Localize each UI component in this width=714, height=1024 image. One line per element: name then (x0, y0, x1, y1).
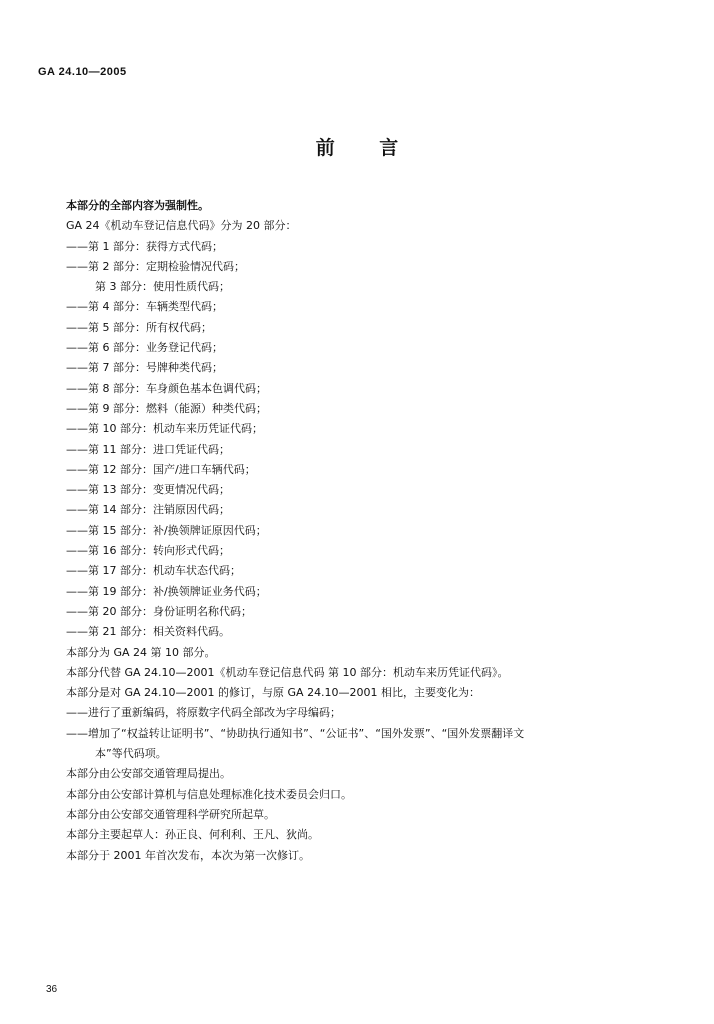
body-line: GA 24《机动车登记信息代码》分为 20 部分： (66, 219, 297, 233)
body-line: ——第 11 部分：进口凭证代码； (66, 442, 230, 456)
body-line: ——第 6 部分：业务登记代码； (66, 341, 223, 355)
body-line: ——第 17 部分：机动车状态代码； (66, 564, 241, 578)
document-code-header: GA 24.10—2005 (38, 66, 127, 78)
body-line: ——第 13 部分：变更情况代码； (66, 483, 230, 497)
body-line: 第 3 部分：使用性质代码； (95, 280, 230, 294)
body-line: ——第 2 部分：定期检验情况代码； (66, 259, 245, 273)
body-line: ——第 16 部分：转向形式代码； (66, 544, 230, 558)
body-line: ——第 21 部分：相关资料代码。 (66, 625, 230, 639)
body-line: 本部分由公安部交通管理科学研究所起草。 (66, 807, 275, 821)
body-line: 本部分主要起草人：孙正良、何利利、王凡、狄尚。 (66, 828, 319, 842)
body-line: 本部分是对 GA 24.10—2001 的修订，与原 GA 24.10—2001 相比，主要变化为： (66, 686, 481, 700)
body-line: ——第 10 部分：机动车来历凭证代码； (66, 422, 263, 436)
body-line: 本部分由公安部计算机与信息处理标准化技术委员会归口。 (66, 787, 352, 801)
body-line: ——第 19 部分：补/换领牌证业务代码； (66, 584, 267, 598)
body-line: 本部分为 GA 24 第 10 部分。 (66, 645, 216, 659)
body-line: ——第 1 部分：获得方式代码； (66, 239, 223, 253)
foreword-body (66, 196, 666, 866)
body-line: ——第 5 部分：所有权代码； (66, 320, 212, 334)
body-line: ——第 12 部分：国产/进口车辆代码； (66, 462, 256, 476)
body-line: ——第 7 部分：号牌种类代码； (66, 361, 223, 375)
page-title: 前 言 (315, 137, 399, 159)
body-line: ——第 8 部分：车身颜色基本色调代码； (66, 381, 267, 395)
body-line: ——第 9 部分：燃料（能源）种类代码； (66, 401, 267, 415)
body-line: 本部分代替 GA 24.10—2001《机动车登记信息代码 第 10 部分：机动车来历凭证代码》。 (66, 665, 509, 679)
body-line: 本部分于 2001 年首次发布，本次为第一次修订。 (66, 848, 310, 862)
body-line: ——第 4 部分：车辆类型代码； (66, 300, 223, 314)
body-line: ——进行了重新编码，将原数字代码全部改为字母编码； (66, 706, 341, 720)
body-line: ——第 20 部分：身份证明名称代码； (66, 604, 252, 618)
body-line: ——第 15 部分：补/换领牌证原因代码； (66, 523, 267, 537)
body-line: 本部分的全部内容为强制性。 (66, 199, 209, 212)
page-number: 36 (46, 984, 58, 995)
body-line: ——增加了“权益转让证明书”、“协助执行通知书”、“公证书”、“国外发票”、“国外发票翻译文 (66, 726, 525, 740)
body-line: ——第 14 部分：注销原因代码； (66, 503, 230, 517)
body-line: 本部分由公安部交通管理局提出。 (66, 767, 231, 781)
body-line: 本”等代码项。 (95, 747, 167, 761)
